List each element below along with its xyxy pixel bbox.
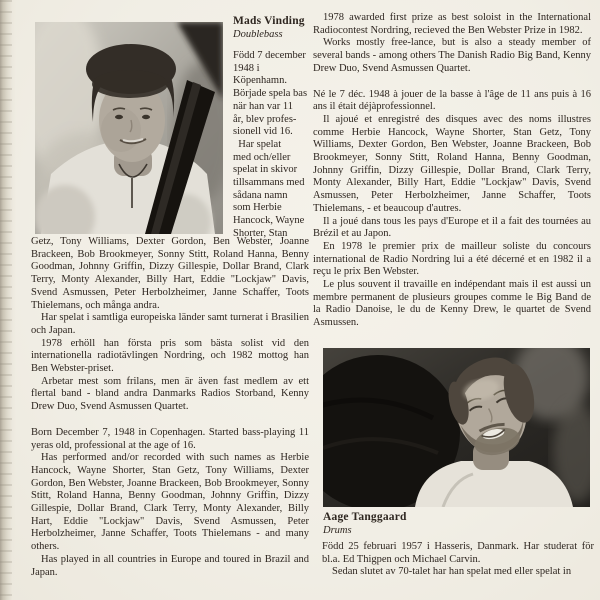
paragraph-french-3: Il a joué dans tous les pays d'Europe et il a fait des tournées au Brézil et au Japon. bbox=[313, 215, 591, 240]
aage-header-block bbox=[323, 511, 595, 537]
musician-instrument-mads: Doublebass bbox=[233, 29, 283, 40]
aage-tanggaard-photo bbox=[323, 348, 590, 507]
paragraph-aage-1: Född 25 februari 1957 i Hasseris, Danmark. Har studerat för bl.a. Ed Thigpen och Michael Carvin. bbox=[322, 541, 594, 565]
right-column-text bbox=[313, 12, 591, 330]
musician-name-aage: Aage Tanggaard bbox=[323, 511, 407, 523]
paragraph-swedish-4: Arbetar mest som frilans, men är även fast medlem av ett flertal band - bland andra Danmarks Radios Storband, Kenny Drew Duo, Svend Asmussen Quartet. bbox=[31, 375, 309, 413]
mads-bio-side-text: Född 7 december 1948 i Köpenhamn. Började spela bas när han var 11 år, blev profes- sionell vid 16. Har spelat med och/eller spelat in skivor tillsammans med sådana namn som Herbie Hancock, Wayne Shorter, Stan bbox=[233, 50, 308, 239]
paragraph-french-2: Il ajoué et enregistré des disques avec des noms illustres comme Herbie Hancock, Wayne Shorter, Stan Getz, Tony Williams, Dexter Gordon, Ben Webster, Joanne Brackeen, Bob Brookmeyer, Sonny Stitt, Roland Hanna, Benny Goodman, Johnny Griffin, Dizzy Gillespie, Dollar Brand, Clark Terry, Monty Alexander, Billy Hart, Eddie "Lockjaw" Davis, Svend Asmussen, Peter Herbolzheimer, Janne Schaffer, Toots Thielemans, - et beaucoup d'autres. bbox=[313, 113, 591, 214]
mads-vinding-photo bbox=[35, 22, 223, 234]
paragraph-french-1: Né le 7 déc. 1948 à jouer de la basse à l'âge de 11 ans puis à 16 ans il était déjàprofessionnel. bbox=[313, 88, 591, 113]
paragraph-english-1: Born December 7, 1948 in Copenhagen. Started bass-playing 11 yeras old, professional at the age of 16. bbox=[31, 426, 309, 451]
musician-instrument-aage: Drums bbox=[323, 525, 352, 536]
paragraph-english-3: Has played in all countries in Europe and toured in Brazil and Japan. bbox=[31, 553, 309, 578]
page-spine-texture bbox=[0, 0, 12, 600]
aage-tanggaard-photo-art bbox=[323, 348, 590, 507]
mads-header-column bbox=[233, 15, 321, 241]
paragraph-swedish-1: Getz, Tony Williams, Dexter Gordon, Ben Webster, Joanne Brackeen, Bob Brookmeyer, Sonny Stitt, Roland Hanna, Benny Goodman, Johnny Griffin, Dizzy Gillespie, Dollar Brand, Clark Terry, Monty Alexander, Billy Hart, Eddie "Lockjaw" Davis, Svend Asmussen, Peter Herbolzheimer, Janne Schaffer, Toots Thielemans, och många andra. bbox=[31, 236, 309, 311]
paragraph-english-2: Has performed and/or recorded with such names as Herbie Hancock, Wayne Shorter, Stan Getz, Tony Williams, Dexter Gordon, Ben Webster, Joanne Brackeen, Bob Brookmeyer, Sonny Stitt, Roland Hanna, Benny Goodman, Johnny Griffin, Dizzy Gillespie, Dollar Brand, Clark Terry, Monty Alexander, Billy Hart, Eddie "Lockjaw" Davis, Svend Asmussen, Peter Herbolzheimer, Janne Schaffer, Toots Thielemans - and many others. bbox=[31, 452, 309, 553]
paragraph-swedish-3: 1978 erhöll han första pris som bästa solist vid den internationella radiotävlingen Nordring, och 1982 mottog han Ben Webster-priset. bbox=[31, 337, 309, 375]
paragraph-french-4: En 1978 le premier prix de mailleur soliste du concours international de Radio Nordring lui a été décerné et en 1982 il a reçu le prix Ben Webster. bbox=[313, 240, 591, 278]
paragraph-english-4: 1978 awarded first prize as best soloist in the International Radiocontest Nordring, recieved the Ben Webster Prize in 1982. bbox=[313, 12, 591, 36]
paragraph-english-5: Works mostly free-lance, but is also a steady member of several bands - among others The Danish Radio Big Band, Kenny Drew Duo, Svend Asmussen Quartet. bbox=[313, 37, 591, 74]
mads-vinding-photo-art bbox=[35, 22, 223, 234]
musician-name-mads: Mads Vinding bbox=[233, 15, 305, 27]
paragraph-aage-2: Sedan slutet av 70-talet har han spelat med eller spelat in bbox=[332, 566, 572, 578]
aage-column-text bbox=[322, 541, 594, 579]
paragraph-french-5: Le plus souvent il travaille en indépendant mais il est aussi un membre permanent de plusieurs groupes comme le Big Band de la Radio Danoise, le du de Kenny Drew, le quartet de Svend Asmussen. bbox=[313, 279, 591, 329]
left-column-text bbox=[31, 236, 309, 579]
paragraph-swedish-2: Har spelat i samtliga europeiska länder samt turnerat i Brasilien och Japan. bbox=[31, 312, 309, 336]
